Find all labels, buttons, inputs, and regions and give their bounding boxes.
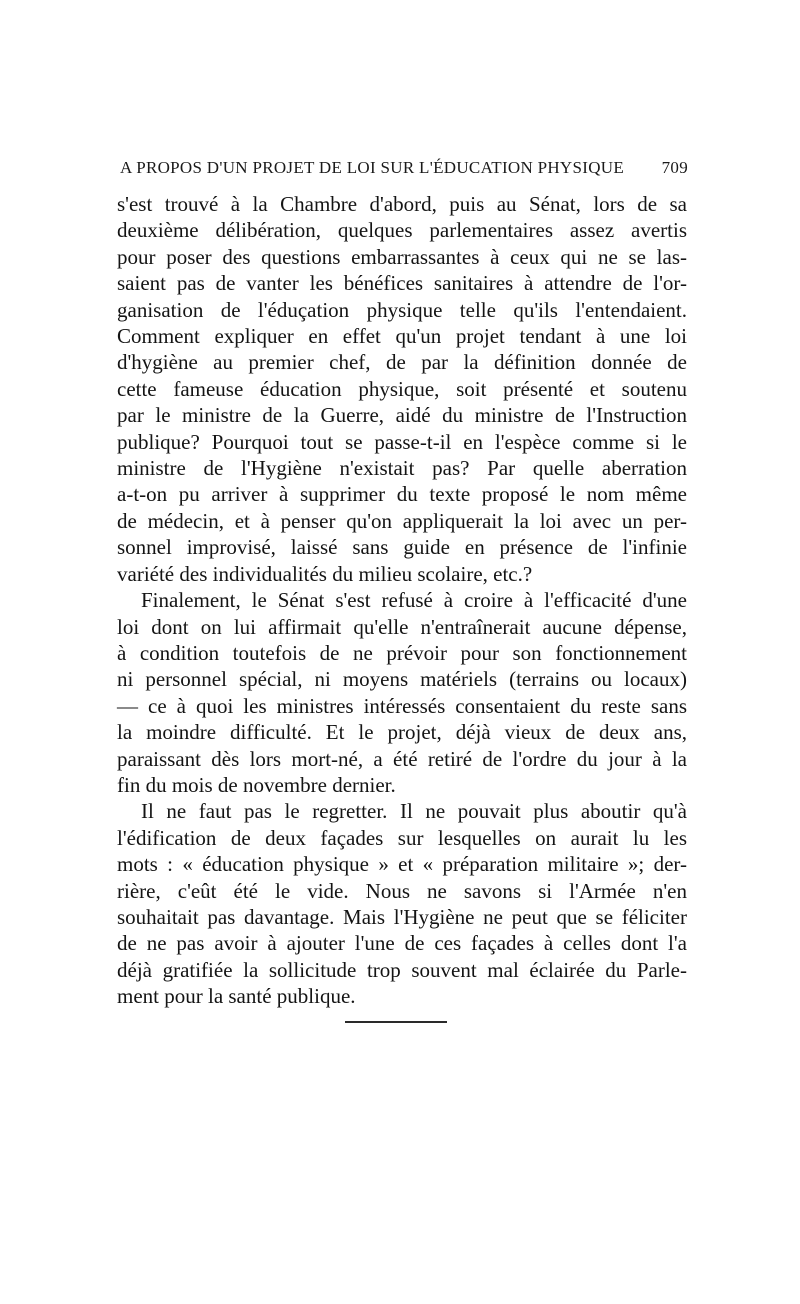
text-line: pour poser des questions embarrassantes à ceux qui ne se las- xyxy=(117,244,687,269)
text-line: l'édification de deux façades sur lesquelles on aurait lu les xyxy=(117,825,687,850)
text-line: mots : « éducation physique » et « préparation militaire »; der- xyxy=(117,852,687,877)
text-line: publique? Pourquoi tout se passe-t-il en l'espèce comme si le xyxy=(117,429,687,454)
text-line: — ce à quoi les ministres intéressés consentaient du reste sans xyxy=(117,693,687,718)
text-line: ministre de l'Hygiène n'existait pas? Par quelle aberration xyxy=(117,456,687,481)
text-line: déjà gratifiée la sollicitude trop souvent mal éclairée du Parle- xyxy=(117,957,687,982)
text-line: d'hygiène au premier chef, de par la définition donnée de xyxy=(117,350,687,375)
text-line: saient pas de vanter les bénéfices sanitaires à attendre de l'or- xyxy=(117,271,687,296)
text-line: Il ne faut pas le regretter. Il ne pouvait plus aboutir qu'à xyxy=(141,799,687,824)
text-line: a-t-on pu arriver à supprimer du texte proposé le nom même xyxy=(117,482,687,507)
text-line: s'est trouvé à la Chambre d'abord, puis au Sénat, lors de sa xyxy=(117,192,687,216)
text-line: de médecin, et à penser qu'on appliquerait la loi avec un per- xyxy=(117,508,687,533)
paragraph-1 xyxy=(117,191,687,587)
text-line: ment pour la santé publique. xyxy=(117,984,356,1009)
text-line: sonnel improvisé, laissé sans guide en présence de l'infinie xyxy=(117,535,687,560)
running-title: A PROPOS D'UN PROJET DE LOI SUR L'ÉDUCATION PHYSIQUE xyxy=(120,158,625,177)
text-line: cette fameuse éducation physique, soit présenté et soutenu xyxy=(117,376,687,401)
page-number: 709 xyxy=(661,158,688,177)
text-line: souhaitait pas davantage. Mais l'Hygiène ne peut que se féliciter xyxy=(117,904,687,929)
text-line: paraissant dès lors mort-né, a été retiré de l'ordre du jour à la xyxy=(117,746,687,771)
text-line: ganisation de l'éduçation physique telle qu'ils l'entendaient. xyxy=(117,297,687,322)
paragraph-2 xyxy=(117,587,687,798)
paragraph-3 xyxy=(117,798,687,1009)
text-line: la moindre difficulté. Et le projet, déjà vieux de deux ans, xyxy=(117,720,687,745)
text-line: par le ministre de la Guerre, aidé du ministre de l'Instruction xyxy=(117,403,687,428)
text-line: deuxième délibération, quelques parlementaires assez avertis xyxy=(117,218,687,243)
body-text xyxy=(117,191,687,1010)
text-line: Comment expliquer en effet qu'un projet tendant à une loi xyxy=(117,324,687,349)
text-line: de ne pas avoir à ajouter l'une de ces façades à celles dont l'a xyxy=(117,931,687,956)
text-line: ni personnel spécial, ni moyens matériels (terrains ou locaux) xyxy=(117,667,687,692)
text-line: rière, c'eût été le vide. Nous ne savons si l'Armée n'en xyxy=(117,878,687,903)
running-header xyxy=(120,158,688,178)
text-line: loi dont on lui affirmait qu'elle n'entraînerait aucune dépense, xyxy=(117,614,687,639)
text-line: variété des individualités du milieu scolaire, etc.? xyxy=(117,561,533,586)
text-line: fin du mois de novembre dernier. xyxy=(117,772,396,797)
text-line: à condition toutefois de ne prévoir pour son fonctionnement xyxy=(117,640,687,665)
closing-rule xyxy=(345,1021,447,1023)
text-line: Finalement, le Sénat s'est refusé à croire à l'efficacité d'une xyxy=(141,588,687,613)
